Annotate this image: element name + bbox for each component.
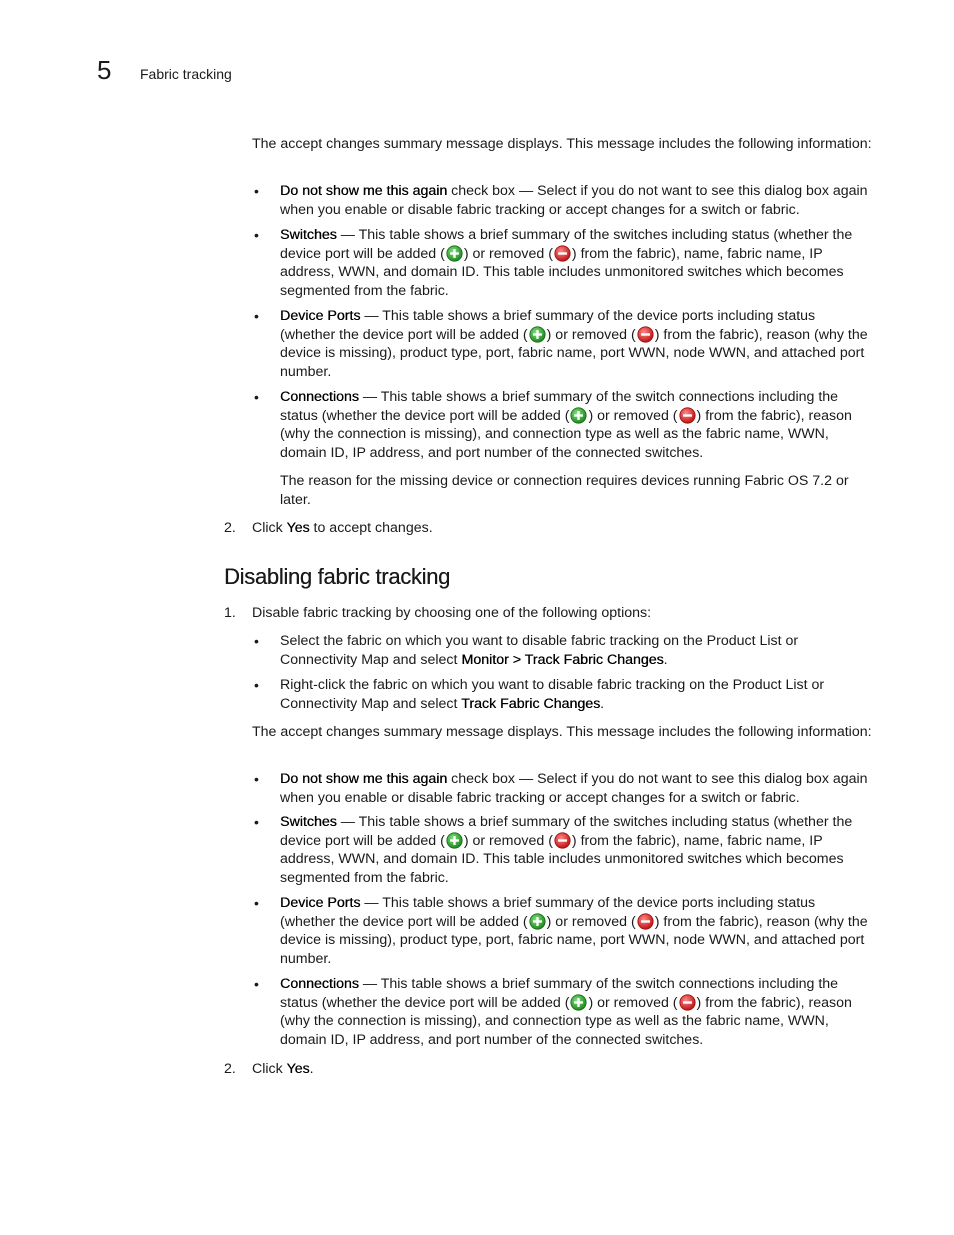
add-icon: [570, 407, 587, 424]
connections-text: ) from the fabric), reason (why the connection is missing), and connection type as well as the fabric name, WWN, domain ID, IP address, and port number of the connected switches.: [280, 407, 852, 462]
device-ports-text: — This table shows a brief summary of the device ports including status (whether the device port will be added (: [280, 895, 816, 930]
bullet-marker: •: [254, 227, 259, 243]
bullet-marker: •: [254, 895, 259, 911]
add-icon: [446, 245, 463, 262]
dont-show-label: Do not show me this again: [280, 183, 448, 199]
summary-intro-2: The accept changes summary message displays. This message includes the following information:: [252, 724, 872, 740]
bullet-marker: •: [254, 771, 259, 787]
connections-text: ) or removed (: [588, 407, 678, 424]
device-ports-text: ) or removed (: [546, 913, 636, 930]
device-ports-label: Device Ports: [280, 895, 361, 911]
dont-show-text: check box — Select if you do not want to see this dialog box again when you enable or disable fabric tracking or accept changes for a switch or fabric.: [280, 183, 868, 218]
add-icon: [570, 994, 587, 1011]
bullet-connections-2: [280, 975, 872, 1050]
bullet-marker: •: [254, 976, 259, 992]
menu-item-label: Track Fabric Changes: [461, 695, 601, 712]
dont-show-text: check box — Select if you do not want to see this dialog box again when you enable or disable fabric tracking or accept changes for a switch or fabric.: [280, 771, 868, 806]
remove-icon: [554, 832, 571, 849]
step-number: 2.: [224, 520, 236, 536]
device-ports-label: Device Ports: [280, 308, 361, 324]
switches-text: ) from the fabric), name, fabric name, IP address, WWN, and domain ID. This table includes unmonitored switches which becomes segmented from the fabric.: [280, 245, 844, 300]
switches-label: Switches: [280, 814, 337, 830]
add-icon: [529, 913, 546, 930]
bullet-connections-1: [280, 388, 872, 463]
yes-label: Yes: [286, 1061, 310, 1077]
switches-text: — This table shows a brief summary of the switches including status (whether the device port will be added (: [280, 814, 853, 849]
step-number: 2.: [224, 1061, 236, 1077]
connections-text: ) or removed (: [588, 994, 678, 1011]
device-ports-text: — This table shows a brief summary of the device ports including status (whether the device port will be added (: [280, 308, 816, 343]
bullet-device-ports-2: [280, 894, 872, 969]
bullet-marker: •: [254, 677, 259, 693]
option-monitor-menu: [280, 632, 872, 669]
remove-icon: [637, 913, 654, 930]
step-number: 1.: [224, 605, 236, 621]
yes-label: Yes: [286, 520, 310, 536]
step-text: Click: [252, 1061, 287, 1077]
remove-icon: [554, 245, 571, 262]
bullet-marker: •: [254, 633, 259, 649]
remove-icon: [637, 326, 654, 343]
bullet-dont-show-1: [280, 182, 872, 219]
connections-label: Connections: [280, 976, 359, 992]
menu-path-label: Monitor > Track Fabric Changes: [461, 651, 664, 668]
bullet-marker: •: [254, 814, 259, 830]
step-text: Click: [252, 520, 287, 536]
switches-text: ) from the fabric), name, fabric name, IP address, WWN, and domain ID. This table includes unmonitored switches which becomes segmented from the fabric.: [280, 832, 844, 887]
remove-icon: [679, 407, 696, 424]
device-ports-text: ) from the fabric), reason (why the device is missing), product type, port, fabric name, port WWN, node WWN, and attached port number.: [280, 913, 868, 968]
fabric-os-note: The reason for the missing device or connection requires devices running Fabric OS 7.2 or later.: [280, 473, 849, 508]
remove-icon: [679, 994, 696, 1011]
section-heading: Disabling fabric tracking: [224, 564, 451, 589]
dont-show-label: Do not show me this again: [280, 771, 448, 787]
bullet-switches-2: [280, 813, 872, 888]
connections-label: Connections: [280, 389, 359, 405]
add-icon: [529, 326, 546, 343]
connections-text: — This table shows a brief summary of the switch connections including the status (whether the device port will be added (: [280, 389, 839, 424]
bullet-device-ports-1: [280, 307, 872, 382]
option-text: Right-click the fabric on which you want to disable fabric tracking on the Product List or Connectivity Map and select: [280, 677, 825, 712]
device-ports-text: ) or removed (: [546, 326, 636, 343]
step-click-yes-2: [252, 1060, 872, 1079]
option-right-click: [280, 676, 872, 713]
step-click-yes-1: [252, 519, 872, 538]
bullet-switches-1: [280, 226, 872, 301]
bullet-marker: •: [254, 389, 259, 405]
device-ports-text: ) from the fabric), reason (why the device is missing), product type, port, fabric name, port WWN, node WWN, and attached port number.: [280, 326, 868, 381]
connections-text: ) from the fabric), reason (why the connection is missing), and connection type as well as the fabric name, WWN, domain ID, IP address, and port number of the connected switches.: [280, 994, 852, 1049]
option-text: .: [663, 651, 668, 668]
switches-label: Switches: [280, 227, 337, 243]
add-icon: [446, 832, 463, 849]
switches-text: ) or removed (: [463, 245, 553, 262]
bullet-marker: •: [254, 183, 259, 199]
switches-text: ) or removed (: [463, 832, 553, 849]
summary-intro-1: The accept changes summary message displays. This message includes the following information:: [252, 136, 872, 152]
connections-text: — This table shows a brief summary of the switch connections including the status (whether the device port will be added (: [280, 976, 839, 1011]
step-text: to accept changes.: [309, 520, 433, 536]
running-header-title: Fabric tracking: [140, 66, 232, 82]
chapter-number: 5: [97, 55, 112, 85]
option-text: Select the fabric on which you want to disable fabric tracking on the Product List or Connectivity Map and select: [280, 633, 799, 668]
bullet-dont-show-2: [280, 770, 872, 807]
step-text: .: [309, 1061, 314, 1077]
step-disable-options: Disable fabric tracking by choosing one of the following options:: [252, 605, 652, 621]
bullet-marker: •: [254, 308, 259, 324]
option-text: .: [600, 695, 605, 712]
switches-text: — This table shows a brief summary of the switches including status (whether the device port will be added (: [280, 227, 853, 262]
